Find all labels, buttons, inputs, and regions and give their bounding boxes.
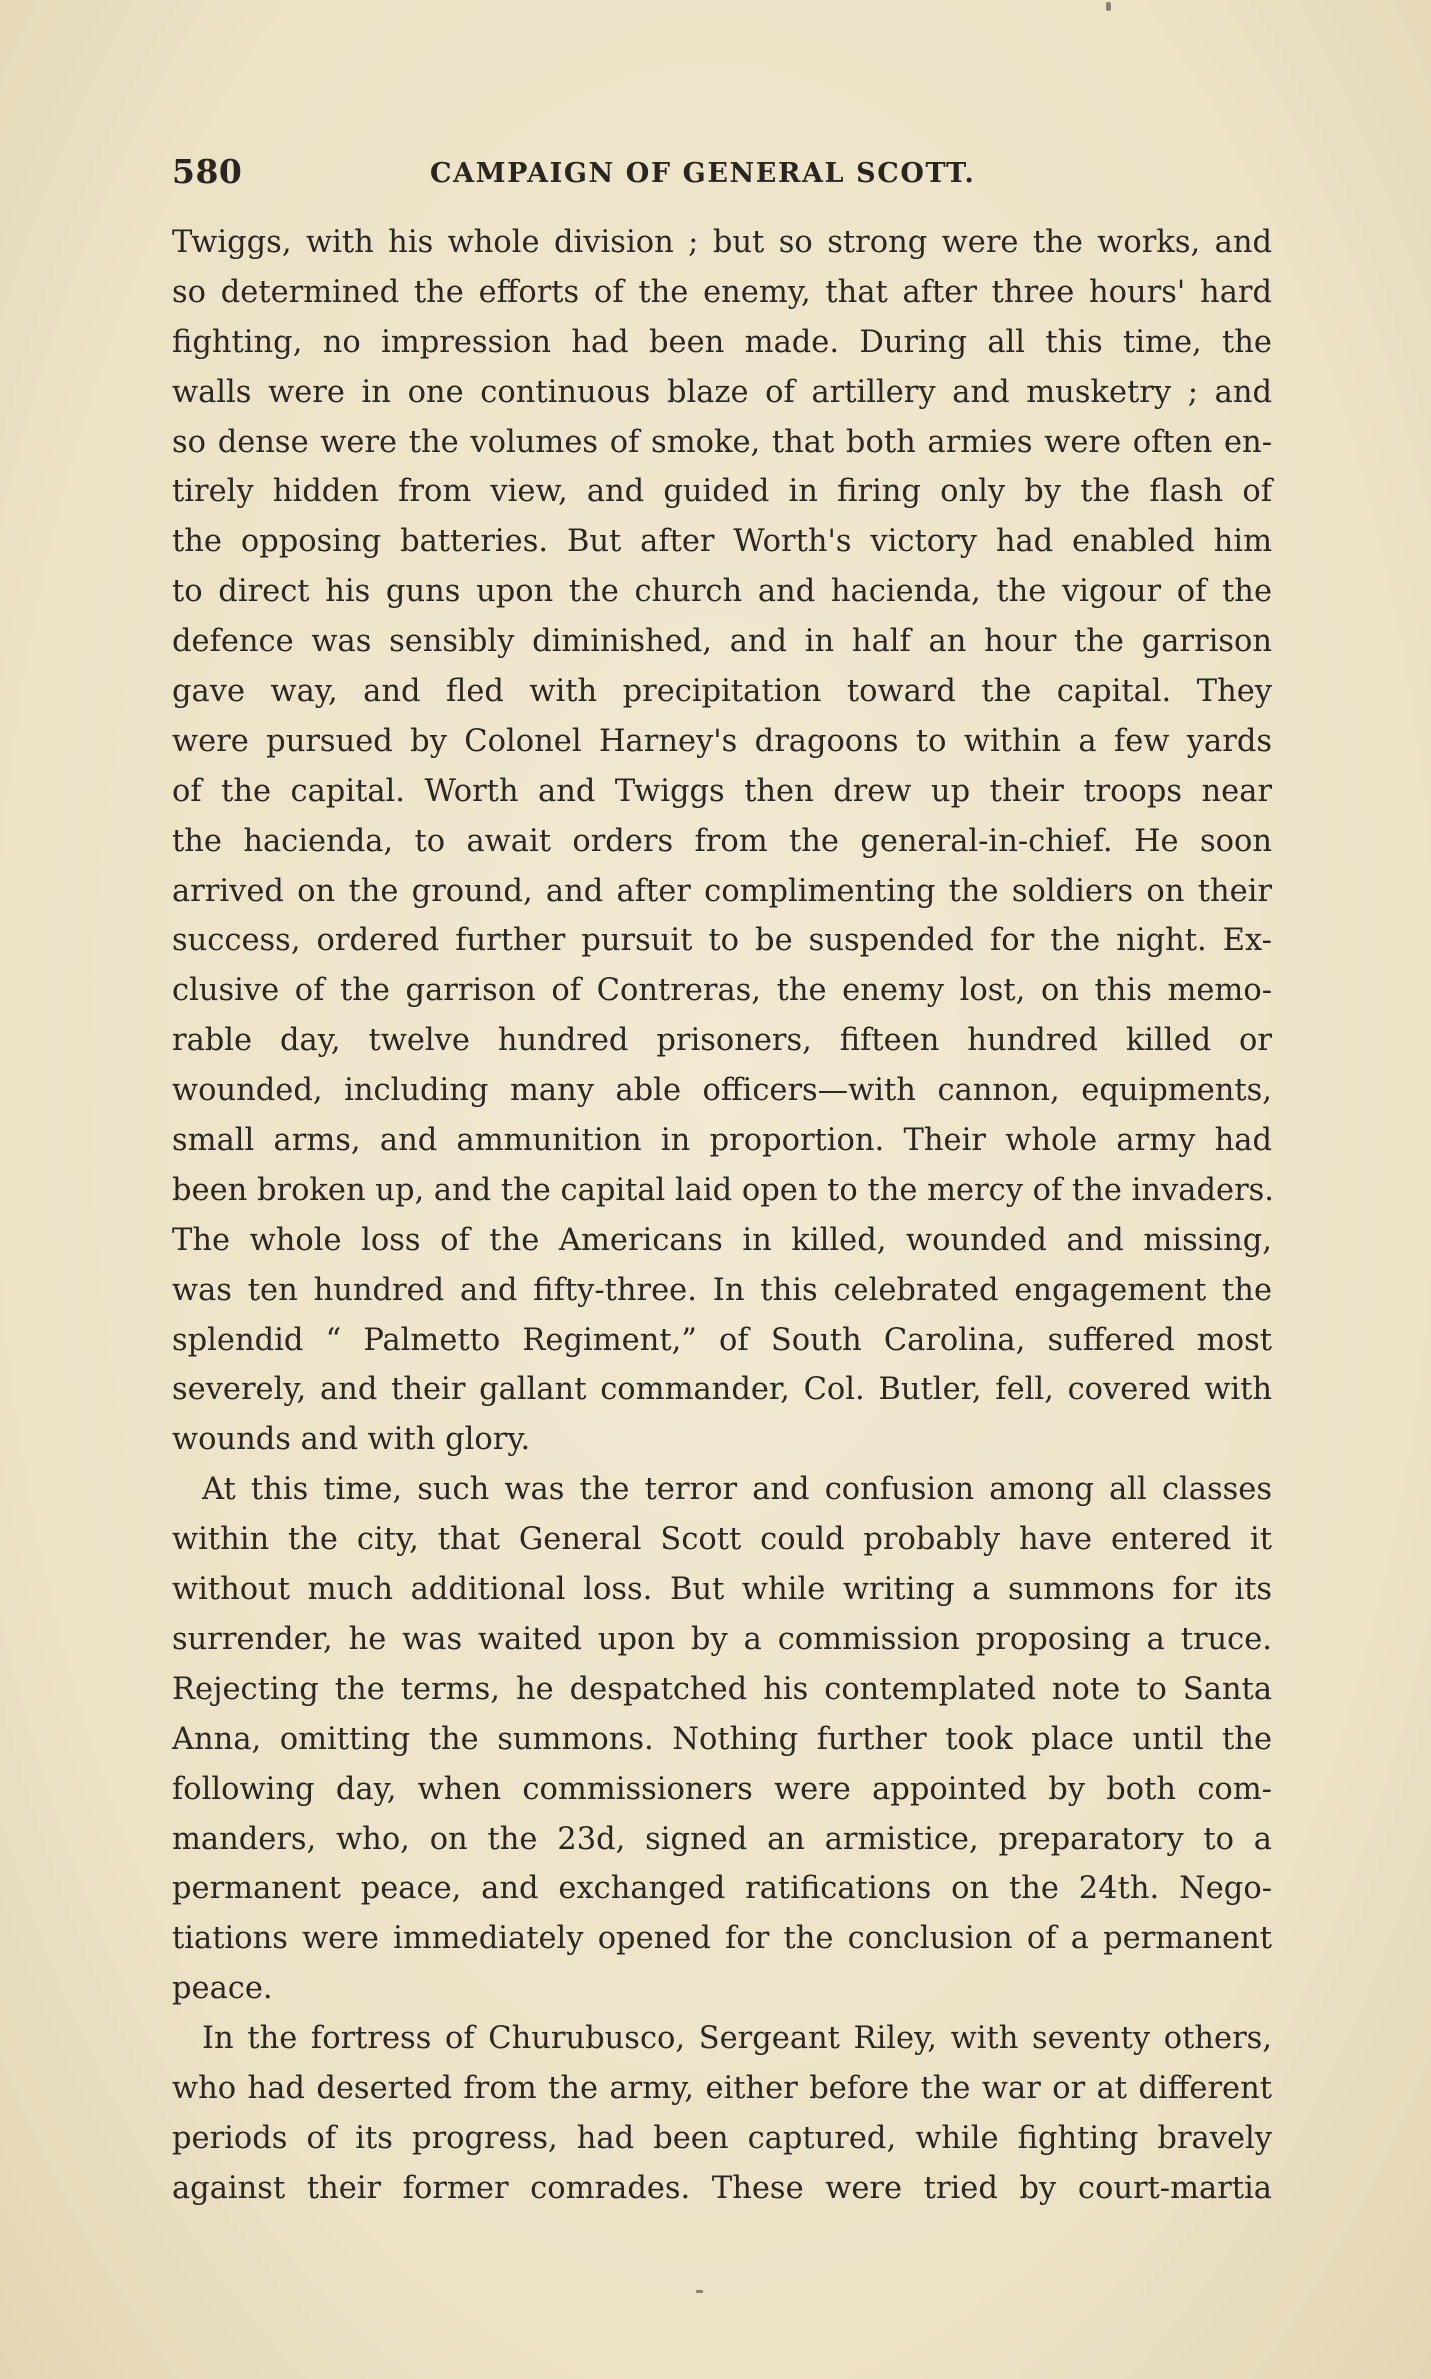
ink-speck — [696, 2290, 703, 2293]
text-line: the hacienda, to await orders from the general-in-chief. He soon — [172, 823, 1272, 859]
text-line: arrived on the ground, and after complimenting the soldiers on their — [172, 873, 1272, 909]
paragraph-first-line: In the fortress of Churubusco, Sergeant Riley, with seventy others, — [202, 2021, 1272, 2057]
text-line: tiations were immediately opened for the conclusion of a permanent — [172, 1921, 1272, 1957]
text-line: surrender, he was waited upon by a commission proposing a truce. — [172, 1621, 1272, 1657]
paragraph-end-line: wounds and with glory. — [172, 1422, 531, 1458]
text-line: manders, who, on the 23d, signed an armistice, preparatory to a — [172, 1821, 1272, 1857]
text-line: to direct his guns upon the church and hacienda, the vigour of the — [172, 574, 1272, 610]
text-line: of the capital. Worth and Twiggs then drew up their troops near — [172, 773, 1272, 809]
text-line: against their former comrades. These were tried by court-martia — [172, 2170, 1272, 2206]
text-line: fighting, no impression had been made. During all this time, the — [172, 324, 1272, 360]
text-line: without much additional loss. But while writing a summons for its — [172, 1572, 1272, 1608]
page-header — [172, 152, 1272, 202]
text-line: wounded, including many able officers—with cannon, equipments, — [172, 1073, 1272, 1109]
text-line: Rejecting the terms, he despatched his contemplated note to Santa — [172, 1671, 1272, 1707]
ink-speck — [1106, 2, 1111, 11]
text-line: The whole loss of the Americans in killed, wounded and missing, — [172, 1222, 1272, 1258]
text-line: severely, and their gallant commander, Col. Butler, fell, covered with — [172, 1372, 1272, 1408]
running-head: CAMPAIGN OF GENERAL SCOTT. — [430, 158, 976, 189]
text-line: clusive of the garrison of Contreras, the enemy lost, on this memo- — [172, 973, 1272, 1009]
text-line: Anna, omitting the summons. Nothing further took place until the — [172, 1721, 1272, 1757]
text-line: defence was sensibly diminished, and in half an hour the garrison — [172, 624, 1272, 660]
text-line: walls were in one continuous blaze of artillery and musketry ; and — [172, 374, 1272, 410]
text-line: permanent peace, and exchanged ratifications on the 24th. Nego- — [172, 1871, 1272, 1907]
paragraph-end-line: peace. — [172, 1971, 273, 2007]
text-line: tirely hidden from view, and guided in firing only by the flash of — [172, 474, 1272, 510]
page-number: 580 — [172, 152, 243, 191]
text-line: splendid “ Palmetto Regiment,” of South Carolina, suffered most — [172, 1322, 1272, 1358]
text-line: small arms, and ammunition in proportion. Their whole army had — [172, 1123, 1272, 1159]
text-line: who had deserted from the army, either before the war or at different — [172, 2070, 1272, 2106]
text-line: was ten hundred and fifty-three. In this celebrated engagement the — [172, 1272, 1272, 1308]
body-text — [172, 218, 1272, 2214]
text-line: periods of its progress, had been captured, while fighting bravely — [172, 2120, 1272, 2156]
text-line: rable day, twelve hundred prisoners, fifteen hundred killed or — [172, 1023, 1272, 1059]
text-line: been broken up, and the capital laid open to the mercy of the invaders. — [172, 1172, 1274, 1208]
text-line: gave way, and fled with precipitation toward the capital. They — [172, 674, 1272, 710]
text-line: were pursued by Colonel Harney's dragoons to within a few yards — [172, 723, 1272, 759]
text-line: the opposing batteries. But after Worth's victory had enabled him — [172, 524, 1272, 560]
text-line: so determined the efforts of the enemy, that after three hours' hard — [172, 274, 1272, 310]
text-line: so dense were the volumes of smoke, that both armies were often en- — [172, 424, 1272, 460]
text-line: within the city, that General Scott could probably have entered it — [172, 1522, 1272, 1558]
paragraph-first-line: At this time, such was the terror and confusion among all classes — [202, 1472, 1272, 1508]
text-line: following day, when commissioners were appointed by both com- — [172, 1771, 1272, 1807]
text-line: Twiggs, with his whole division ; but so strong were the works, and — [172, 225, 1272, 260]
text-line: success, ordered further pursuit to be suspended for the night. Ex- — [172, 923, 1272, 959]
